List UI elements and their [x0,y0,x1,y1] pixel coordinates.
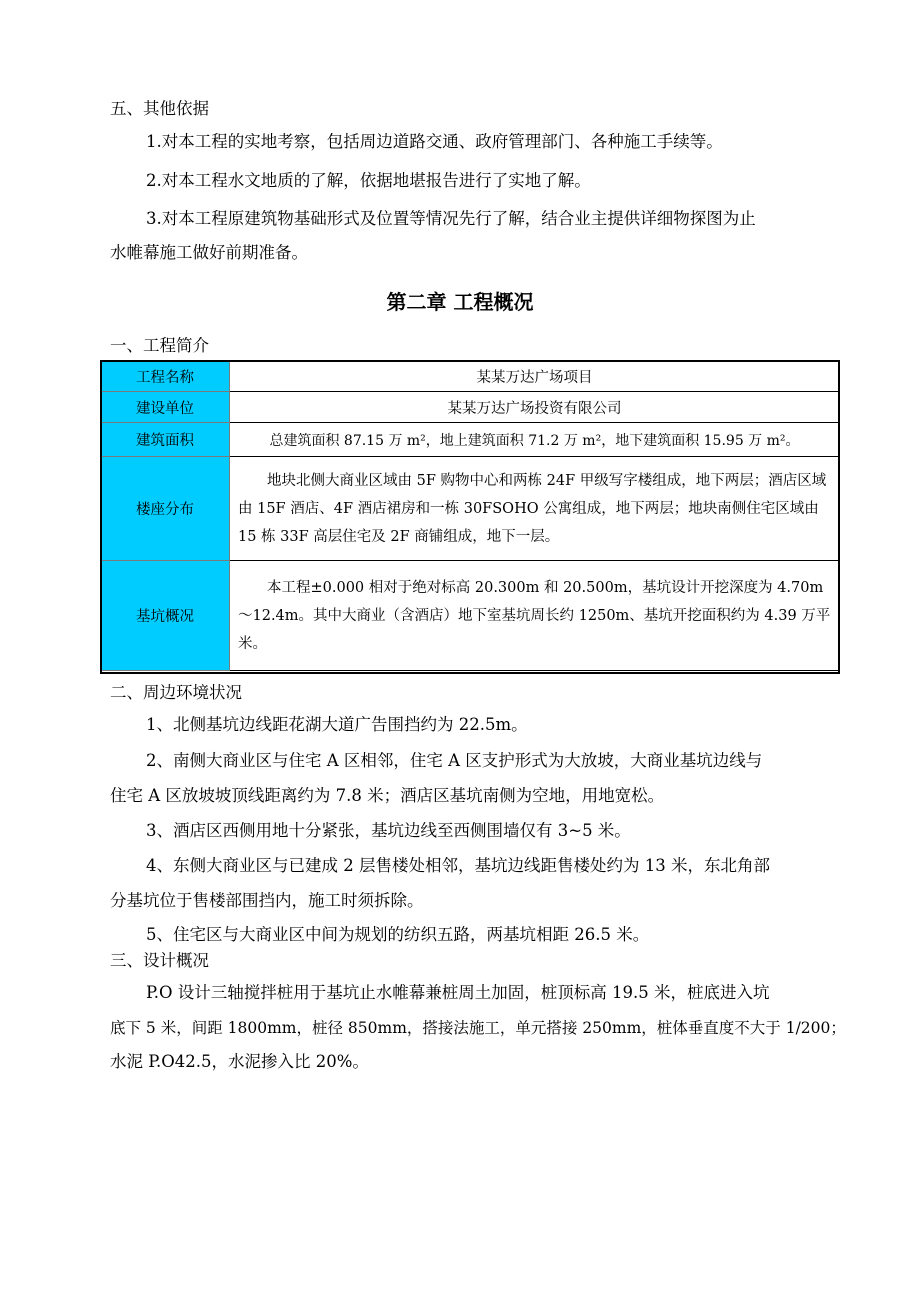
table-row [101,392,840,423]
table-row [101,423,840,457]
surroundings-item-5: 5、住宅区与大商业区中间为规划的纺织五路，两基坑相距 26.5 米。 [146,925,650,944]
basis-item-3-line-2: 水帷幕施工做好前期准备。 [110,243,308,262]
section-heading-other-basis: 五、其他依据 [110,99,209,118]
project-overview-table [100,360,840,671]
basis-item-3-line-1: 3.对本工程原建筑物基础形式及位置等情况先行了解，结合业主提供详细物探图为止 [146,209,756,228]
row-label: 工程名称 [101,361,230,392]
surroundings-item-1: 1、北侧基坑边线距花湖大道广告围挡约为 22.5m。 [146,715,528,734]
table-row [101,457,840,561]
section-heading-design: 三、设计概况 [110,951,209,970]
row-label: 楼座分布 [101,457,230,561]
surroundings-item-2-line-2: 住宅 A 区放坡坡顶线距离约为 7.8 米；酒店区基坑南侧为空地，用地宽松。 [110,786,665,805]
surroundings-item-3: 3、酒店区西侧用地十分紧张，基坑边线至西侧围墙仅有 3~5 米。 [146,821,631,840]
table-row [101,361,840,392]
row-value: 地块北侧大商业区域由 5F 购物中心和两栋 24F 甲级写字楼组成，地下两层；酒店区域由 15F 酒店、4F 酒店裙房和一栋 30FSOHO 公寓组成，地下两层；地块南侧住宅区域由 15 栋 33F 高层住宅及 2F 商铺组成，地下一层。 [230,457,840,561]
basis-item-2: 2.对本工程水文地质的了解，依据地堪报告进行了实地了解。 [146,171,591,190]
row-value: 总建筑面积 87.15 万 m²，地上建筑面积 71.2 万 m²，地下建筑面积 15.95 万 m²。 [230,423,840,457]
surroundings-item-4-line-1: 4、东侧大商业区与已建成 2 层售楼处相邻，基坑边线距售楼处约为 13 米，东北角部 [146,856,770,875]
row-label: 基坑概况 [101,561,230,671]
section-heading-overview: 一、工程简介 [110,336,209,355]
surroundings-item-2-line-1: 2、南侧大商业区与住宅 A 区相邻，住宅 A 区支护形式为大放坡，大商业基坑边线与 [146,751,763,770]
design-line-3: 水泥 P.O42.5，水泥掺入比 20%。 [110,1052,369,1071]
section-heading-surroundings: 二、周边环境状况 [110,683,242,702]
design-line-2: 底下 5 米，间距 1800mm，桩径 850mm，搭接法施工，单元搭接 250mm，桩体垂直度不大于 1/200； [110,1019,846,1037]
design-line-1: P.O 设计三轴搅拌桩用于基坑止水帷幕兼桩周土加固，桩顶标高 19.5 米，桩底进入坑 [146,983,770,1002]
basis-item-1: 1.对本工程的实地考察，包括周边道路交通、政府管理部门、各种施工手续等。 [146,132,723,151]
row-label: 建设单位 [101,392,230,423]
row-value: 某某万达广场项目 [230,361,840,392]
row-label: 建筑面积 [101,423,230,457]
row-value: 某某万达广场投资有限公司 [230,392,840,423]
row-value: 本工程±0.000 相对于绝对标高 20.300m 和 20.500m，基坑设计开挖深度为 4.70m～12.4m。其中大商业（含酒店）地下室基坑周长约 1250m、基坑开挖面积约为 4.39 万平米。 [230,561,840,671]
chapter-title: 第二章 工程概况 [386,290,534,314]
table-row [101,561,840,671]
surroundings-item-4-line-2: 分基坑位于售楼部围挡内，施工时须拆除。 [110,891,424,910]
